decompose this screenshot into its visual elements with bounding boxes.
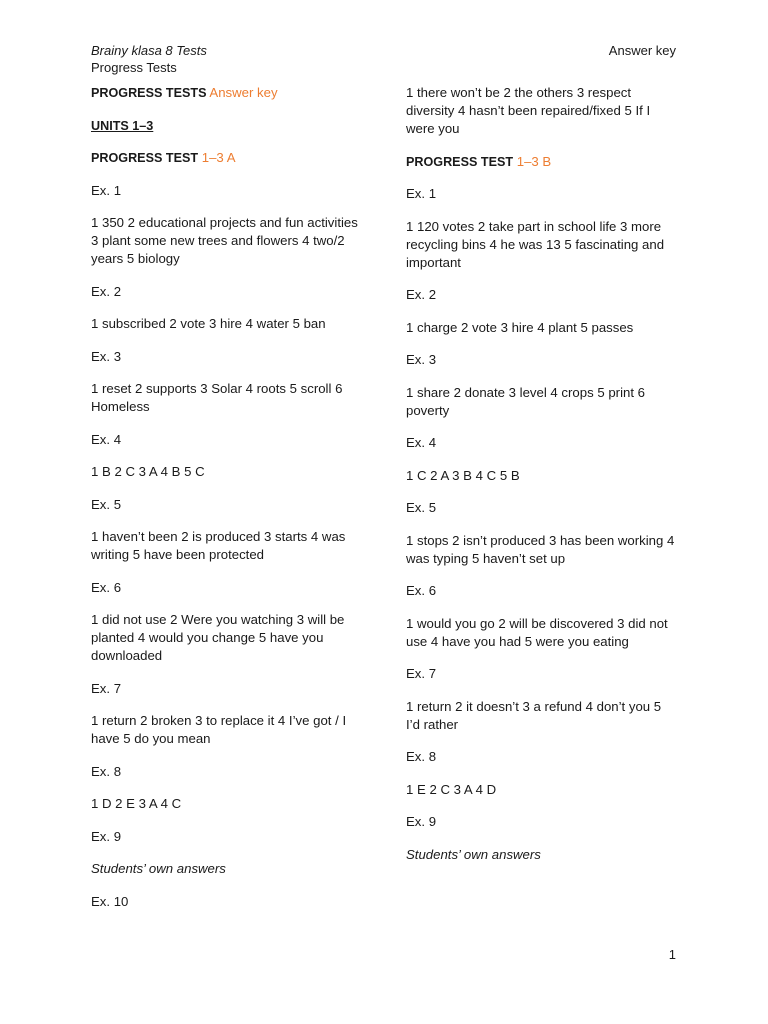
exercise-label: Ex. 4 xyxy=(91,431,122,447)
exercise-answers: 1 E 2 C 3 A 4 D xyxy=(406,781,497,797)
section-title: Progress Tests xyxy=(91,60,177,75)
exercise-answers: Students’ own answers xyxy=(91,861,226,876)
exercise-answers: 1 B 2 C 3 A 4 B 5 C xyxy=(91,464,205,479)
exercise-answers: 1 subscribed 2 vote 3 hire 4 water 5 ban xyxy=(91,316,326,331)
exercise-answers: 1 350 2 educational projects and fun activities 3 plant some new trees and flowers 4 two/2 years 5 biology xyxy=(91,215,358,266)
exercise-answers: 1 reset 2 supports 3 Solar 4 roots 5 scroll 6 Homeless xyxy=(91,381,343,414)
exercise-label: Ex. 7 xyxy=(406,666,437,681)
exercise-label: Ex. 9 xyxy=(91,828,122,844)
test-heading-a xyxy=(91,149,363,167)
exercise-answers: 1 did not use 2 Were you watching 3 will be planted 4 would you change 5 have you downloaded xyxy=(91,612,345,663)
exercise-answers: Students’ own answers xyxy=(406,846,541,862)
page-header-right: Answer key xyxy=(608,43,676,58)
test-label: PROGRESS TEST xyxy=(406,154,514,169)
title-text: PROGRESS TESTS xyxy=(91,86,207,100)
exercise-label: Ex. 2 xyxy=(91,283,122,299)
exercise-answers: 1 would you go 2 will be discovered 3 did not use 4 have you had 5 were you eating xyxy=(406,615,668,649)
exercise-label: Ex. 5 xyxy=(91,496,122,512)
exercise-label: Ex. 10 xyxy=(91,893,129,909)
exercise-answers: 1 120 votes 2 take part in school life 3 more recycling bins 4 he was 13 5 fascinating and important xyxy=(406,218,665,270)
right-column xyxy=(406,84,678,878)
book-title: Brainy klasa 8 Tests xyxy=(91,43,207,58)
title-accent: Answer key xyxy=(209,85,278,100)
exercise-label: Ex. 5 xyxy=(406,500,437,515)
exercise-label: Ex. 3 xyxy=(406,352,437,367)
exercise-label: Ex. 2 xyxy=(406,287,437,302)
test-heading-b xyxy=(406,153,678,171)
exercise-label: Ex. 4 xyxy=(406,435,437,450)
exercise-answers: 1 return 2 it doesn’t 3 a refund 4 don’t you 5 I’d rather xyxy=(406,698,662,732)
left-column xyxy=(91,84,363,925)
page-number: 1 xyxy=(668,947,676,962)
exercise-answers: 1 D 2 E 3 A 4 C xyxy=(91,796,182,811)
exercise-label: Ex. 8 xyxy=(406,749,437,764)
exercise-answers: 1 C 2 A 3 B 4 C 5 B xyxy=(406,467,520,483)
exercise-label: Ex. 1 xyxy=(406,186,437,201)
exercise-label: Ex. 8 xyxy=(91,763,122,779)
exercise-answers: 1 return 2 broken 3 to replace it 4 I’ve got / I have 5 do you mean xyxy=(91,713,347,746)
test-variant: 1–3 B xyxy=(516,153,552,169)
exercise-answers: 1 charge 2 vote 3 hire 4 plant 5 passes xyxy=(406,319,634,335)
exercise-label: Ex. 7 xyxy=(91,680,122,696)
exercise-answers: 1 share 2 donate 3 level 4 crops 5 print 6 poverty xyxy=(406,384,645,418)
page-header-left xyxy=(91,42,207,76)
document-title xyxy=(91,84,363,102)
exercise-label: Ex. 6 xyxy=(91,579,122,595)
exercise-label: Ex. 3 xyxy=(91,348,122,364)
exercise-label: Ex. 6 xyxy=(406,583,437,598)
exercise-label: Ex. 9 xyxy=(406,814,437,829)
exercise-answers: 1 stops 2 isn’t produced 3 has been working 4 was typing 5 haven’t set up xyxy=(406,532,675,566)
exercise-answers-continued: 1 there won’t be 2 the others 3 respect diversity 4 hasn’t been repaired/fixed 5 If I were you xyxy=(406,85,651,136)
exercise-label: Ex. 1 xyxy=(91,182,122,198)
units-heading: UNITS 1–3 xyxy=(91,118,154,133)
test-label: PROGRESS TEST xyxy=(91,151,199,165)
test-variant: 1–3 A xyxy=(201,150,236,165)
exercise-answers: 1 haven’t been 2 is produced 3 starts 4 was writing 5 have been protected xyxy=(91,529,346,562)
